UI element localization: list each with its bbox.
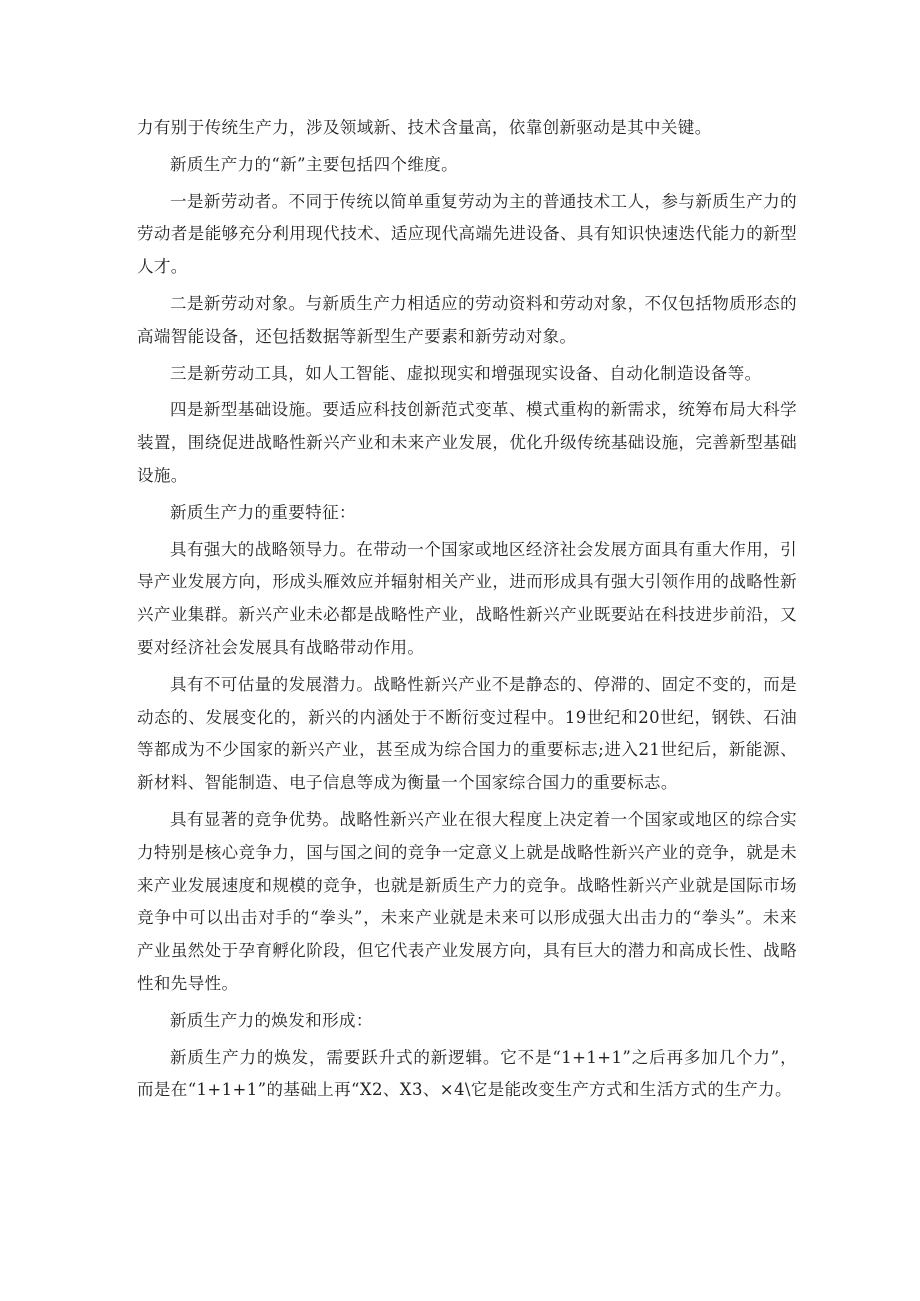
paragraph-strategic-leadership: 具有强大的战略领导力。在带动一个国家或地区经济社会发展方面具有重大作用，引导产业发展方向，形成头雁效应并辐射相关产业，进而形成具有强大引领作用的战略性新兴产业集群。新兴产业未必都是战略性产业，战略性新兴产业既要站在科技进步前沿，又要对经济社会发展具有战略带动作用。 [137, 539, 797, 657]
paragraph-four-dimensions-intro: 新质生产力的“新”主要包括四个维度。 [170, 154, 459, 174]
paragraph-new-infrastructure: 四是新型基础设施。要适应科技创新范式变革、模式重构的新需求，统筹布局大科学装置，围绕促进战略性新兴产业和未来产业发展，优化升级传统基础设施，完善新型基础设施。 [137, 400, 797, 485]
paragraph-competitive-advantage: 具有显著的竞争优势。战略性新兴产业在很大程度上决定着一个国家或地区的综合实力特别是核心竞争力，国与国之间的竞争一定意义上就是战略性新兴产业的竞争，就是未来产业发展速度和规模的竞争，也就是新质生产力的竞争。战略性新兴产业就是国际市场竞争中可以出击对手的“拳头”，未来产业就是未来可以形成强大出击力的“拳头”。未来产业虽然处于孕育孵化阶段，但它代表产业发展方向，具有巨大的潜力和高成长性、战略性和先导性。 [137, 809, 797, 993]
document-body [137, 112, 797, 1107]
paragraph-new-logic: 新质生产力的焕发，需要跃升式的新逻辑。它不是“1+1+1”之后再多加几个力”，而是在“1+1+1”的基础上再“X2、X3、×4\它是能改变生产方式和生活方式的生产力。 [137, 1047, 797, 1100]
paragraph-continuation: 力有别于传统生产力，涉及领域新、技术含量高，依靠创新驱动是其中关键。 [137, 118, 712, 137]
paragraph-new-laborers: 一是新劳动者。不同于传统以简单重复劳动为主的普通技术工人，参与新质生产力的劳动者是能够充分利用现代技术、适应现代高端先进设备、具有知识快速迭代能力的新型人才。 [137, 191, 797, 277]
paragraph-new-labor-tools: 三是新劳动工具，如人工智能、虚拟现实和增强现实设备、自动化制造设备等。 [170, 363, 762, 383]
section-heading-formation: 新质生产力的焕发和形成： [170, 1010, 373, 1030]
paragraph-development-potential: 具有不可估量的发展潜力。战略性新兴产业不是静态的、停滞的、固定不变的，而是动态的、发展变化的，新兴的内涵处于不断衍变过程中。19世纪和20世纪，钢铁、石油等都成为不少国家的新兴产业，甚至成为综合国力的重要标志;进入21世纪后，新能源、新材料、智能制造、电子信息等成为衡量一个国家综合国力的重要标志。 [137, 674, 797, 793]
paragraph-new-labor-objects: 二是新劳动对象。与新质生产力相适应的劳动资料和劳动对象，不仅包括物质形态的高端智能设备，还包括数据等新型生产要素和新劳动对象。 [137, 293, 797, 346]
section-heading-features: 新质生产力的重要特征： [170, 502, 356, 522]
